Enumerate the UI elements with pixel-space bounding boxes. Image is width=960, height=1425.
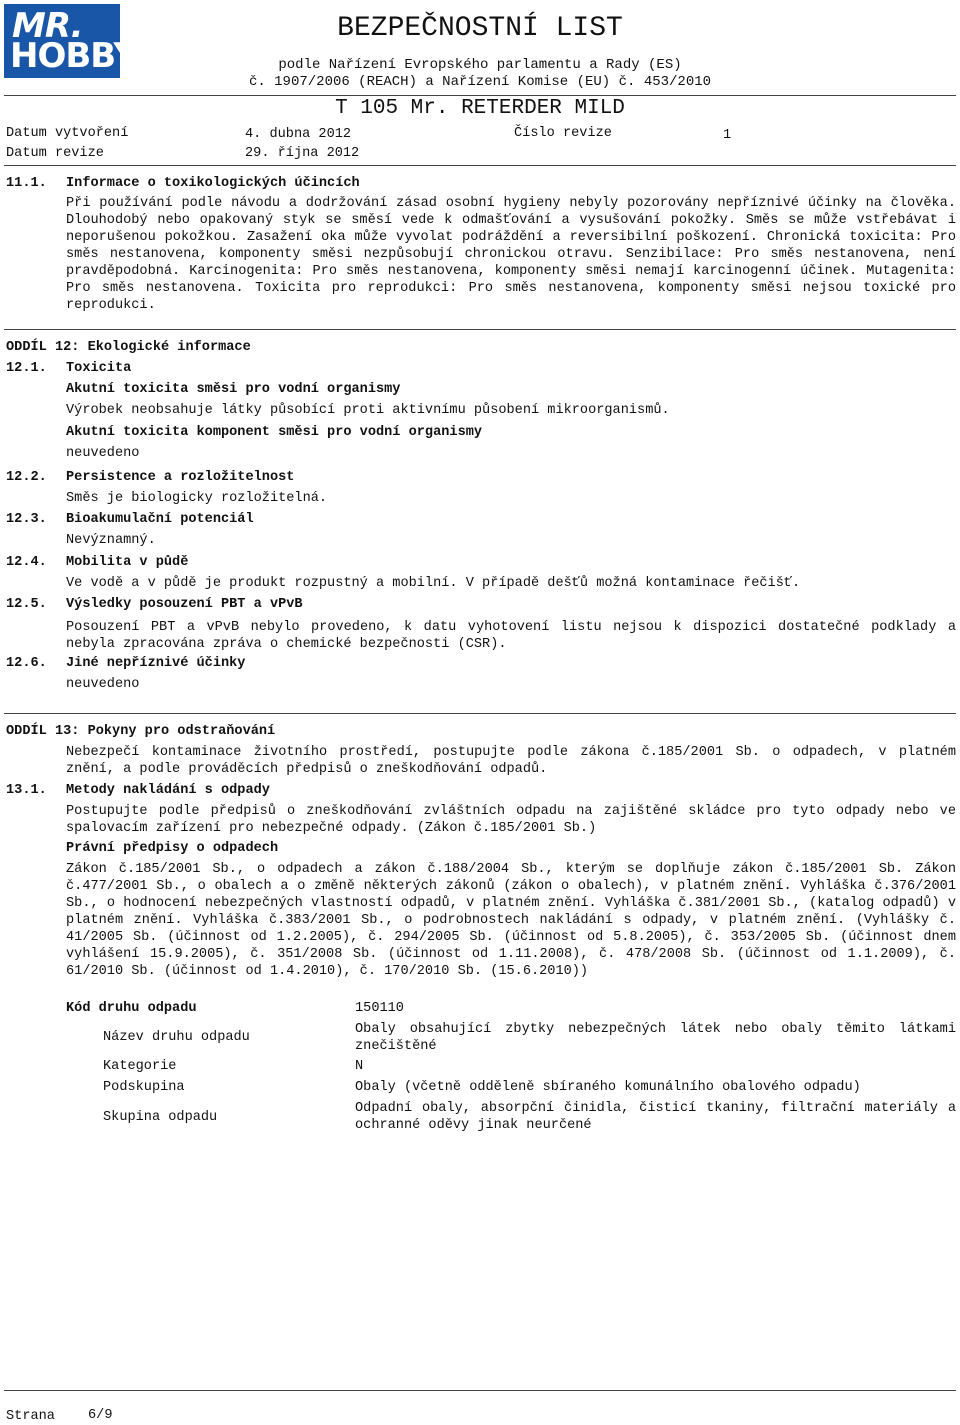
footer-divider xyxy=(4,1390,956,1391)
document-title: BEZPEČNOSTNÍ LIST xyxy=(337,13,623,44)
section-12-6-number: 12.6. xyxy=(6,656,47,671)
waste-subgroup-value: Obaly (včetně odděleně sbíraného komunálního obalového odpadu) xyxy=(355,1080,861,1095)
waste-code-value: 150110 xyxy=(355,1001,404,1016)
revision-date-label: Datum revize xyxy=(6,146,104,161)
waste-group-value: Odpadní obaly, absorpční činidla, čisticí tkaniny, filtrační materiály a ochranné oděvy jinak neurčené xyxy=(355,1101,956,1133)
section-12-3-heading: Bioakumulační potenciál xyxy=(66,512,254,527)
section-11-1-heading: Informace o toxikologických účincích xyxy=(66,176,360,191)
waste-subgroup-label: Podskupina xyxy=(103,1080,185,1095)
section-12-5-heading: Výsledky posouzení PBT a vPvB xyxy=(66,597,303,612)
section-divider xyxy=(4,329,956,330)
section-12-5-text: Posouzení PBT a vPvB nebylo provedeno, k datu vyhotovení listu nejsou k dispozici dostatečné podklady a nebyla zpracována zpráva o chemické bezpečnosti (CSR). xyxy=(66,620,956,652)
section-12-2-number: 12.2. xyxy=(6,470,47,485)
acute-toxicity-mixture-text: Výrobek neobsahuje látky působící proti aktivnímu působení mikroorganismů. xyxy=(66,403,670,418)
waste-group-label: Skupina odpadu xyxy=(103,1110,218,1125)
section-12-3-number: 12.3. xyxy=(6,512,47,527)
regulation-line-1: podle Nařízení Evropského parlamentu a Rady (ES) xyxy=(278,57,682,73)
section-13-title: ODDÍL 13: Pokyny pro odstraňování xyxy=(6,724,276,739)
section-11-1-number: 11.1. xyxy=(6,176,47,191)
acute-toxicity-mixture-heading: Akutní toxicita směsi pro vodní organismy xyxy=(66,382,401,397)
revision-number-label: Číslo revize xyxy=(514,126,612,141)
section-12-1-heading: Toxicita xyxy=(66,361,132,376)
legal-regulations-text: Zákon č.185/2001 Sb., o odpadech a zákon č.188/2004 Sb., kterým se doplňuje zákon č.185/2001 Sb. Zákon č.477/2001 Sb., o obalech a o změně některých zákonů (zákon o obalech), v platném znění. Vyhláška č.376/2001 Sb., o hodnocení nebezpečných vlastností odpadů, v platném znění. Vyhláška č.381/2001 Sb., (katalog odpadů) v platném znění. Vyhláška č.383/2001 Sb., o podrobnostech nakládání s odpady, v platném znění. (Vyhlášky č. 41/2005 Sb. (účinnost od 1.2.2005), č. 294/2005 Sb. (účinnost od 5.8.2005), č. 353/2005 Sb. (účinnost dnem vyhlášení 15.9.2005), č. 351/2008 Sb. (účinnost od 1.11.2008), č. 478/2008 Sb. (účinnost od 1.1.2009), č. 61/2010 Sb. (účinnost od 1.4.2010), č. 170/2010 Sb. (15.6.2010)) xyxy=(66,862,956,979)
section-12-6-text: neuvedeno xyxy=(66,677,140,692)
regulation-line-2: č. 1907/2006 (REACH) a Nařízení Komise (EU) č. 453/2010 xyxy=(248,74,712,90)
section-12-4-heading: Mobilita v půdě xyxy=(66,555,189,570)
section-12-2-heading: Persistence a rozložitelnost xyxy=(66,470,295,485)
page-label: Strana xyxy=(6,1409,55,1424)
section-12-3-text: Nevýznamný. xyxy=(66,533,156,548)
acute-toxicity-components-heading: Akutní toxicita komponent směsi pro vodní organismy xyxy=(66,425,483,440)
header-divider xyxy=(4,95,956,96)
section-12-1-number: 12.1. xyxy=(6,361,47,376)
acute-toxicity-components-text: neuvedeno xyxy=(66,446,140,461)
section-12-6-heading: Jiné nepříznivé účinky xyxy=(66,656,246,671)
created-value: 4. dubna 2012 xyxy=(245,127,352,142)
section-13-1-number: 13.1. xyxy=(6,783,47,798)
mr-hobby-logo xyxy=(4,4,137,78)
section-12-4-number: 12.4. xyxy=(6,555,47,570)
header-bottom-divider xyxy=(4,165,956,166)
page-number: 6/9 xyxy=(88,1408,113,1423)
created-label: Datum vytvoření xyxy=(6,126,129,141)
section-13-intro: Nebezpečí kontaminace životního prostředí, postupujte podle zákona č.185/2001 Sb. o odpadech, v platném znění, a podle prováděcích předpisů o zneškodňování odpadů. xyxy=(66,745,956,777)
section-12-2-text: Směs je biologicky rozložitelná. xyxy=(66,491,328,506)
section-12-5-number: 12.5. xyxy=(6,597,47,612)
waste-category-value: N xyxy=(355,1059,364,1074)
section-13-1-heading: Metody nakládání s odpady xyxy=(66,783,270,798)
legal-regulations-heading: Právní předpisy o odpadech xyxy=(66,841,279,856)
section-11-1-text: Při používání podle návodu a dodržování zásad osobní hygieny nebyly pozorovány nepříznivé účinky na člověka. Dlouhodobý nebo opakovaný styk se směsí vede k odmašťování a vysušování pokožky. Směs se může vstřebávat i neporušenou pokožkou. Zasažení oka může vyvolat podráždění a reversibilní poškození. Chronická toxicita: Pro směs nestanovena, komponenty směsi nezpůsobují chronickou otravu. Senzibilace: Pro směs nestanovena, není pravděpodobná. Karcinogenita: Pro směs nestanovena, komponenty směsi nemají karcinogenní účinek. Mutagenita: Pro směs nestanovena. Toxicita pro reprodukci: Pro směs nestanovena, komponenty směsi nejsou toxické pro reprodukci. xyxy=(66,196,956,313)
waste-type-name-label: Název druhu odpadu xyxy=(103,1030,250,1045)
section-13-1-text: Postupujte podle předpisů o zneškodňování zvláštních odpadu na zajištěné skládce pro tyto odpady nebo ve spalovacím zařízení pro nebezpečné odpady. (Zákon č.185/2001 Sb.) xyxy=(66,804,956,836)
revision-number-value: 1 xyxy=(723,128,732,143)
revision-date-value: 29. října 2012 xyxy=(245,146,360,161)
product-name: T 105 Mr. RETERDER MILD xyxy=(335,97,625,120)
section-divider xyxy=(4,713,956,714)
logo-text-top: MR. xyxy=(12,6,83,46)
logo-text-bottom: HOBBY xyxy=(10,36,137,76)
waste-code-label: Kód druhu odpadu xyxy=(66,1001,197,1016)
section-12-title: ODDÍL 12: Ekologické informace xyxy=(6,340,251,355)
waste-type-name-value: Obaly obsahující zbytky nebezpečných látek nebo obaly těmito látkami znečištěné xyxy=(355,1022,956,1054)
section-12-4-text: Ve vodě a v půdě je produkt rozpustný a mobilní. V případě dešťů možná kontaminace řečišť. xyxy=(66,576,801,591)
waste-category-label: Kategorie xyxy=(103,1059,177,1074)
